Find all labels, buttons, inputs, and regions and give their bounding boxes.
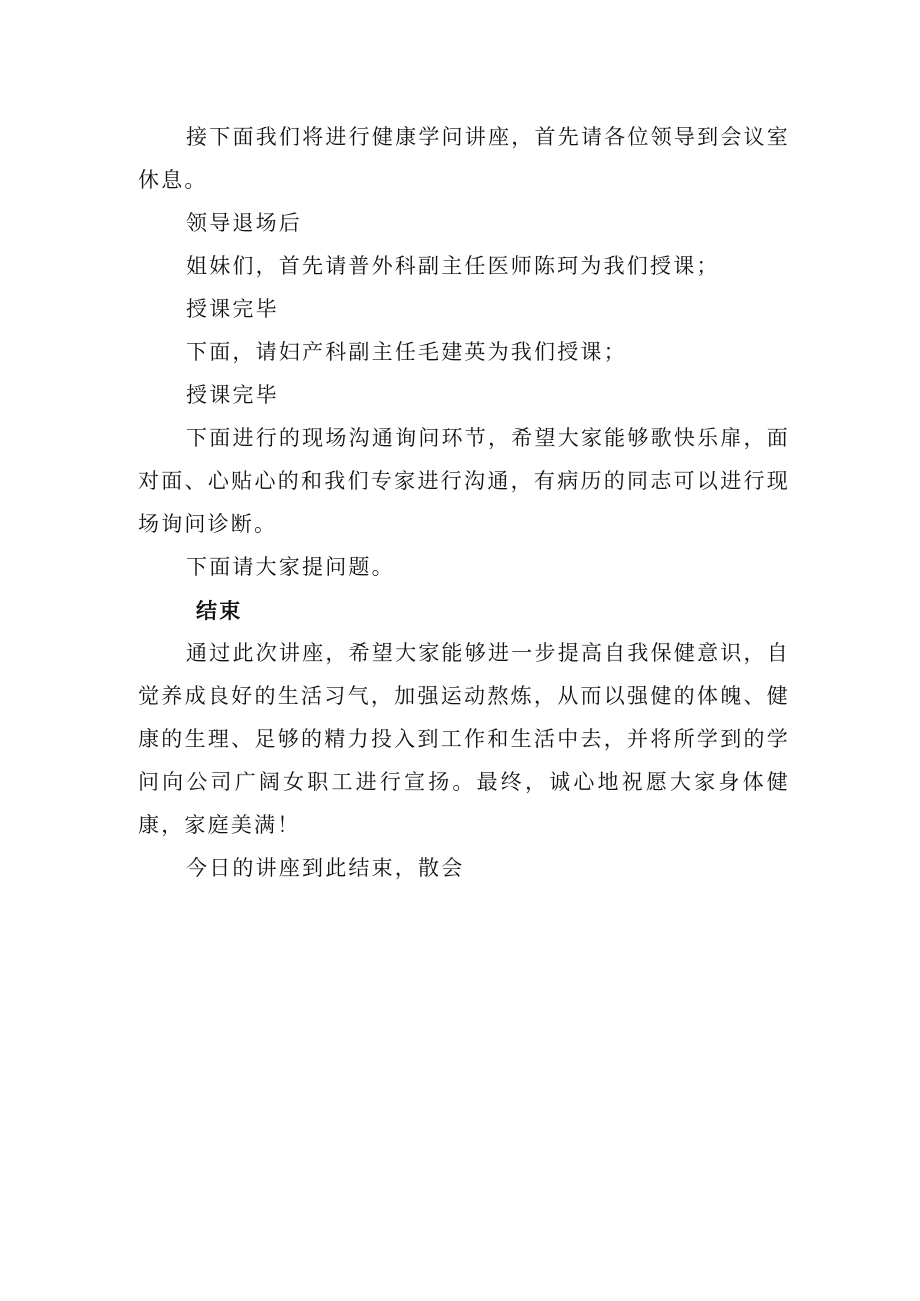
paragraph-consultation: 下面进行的现场沟通询问环节，希望大家能够歌快乐扉，面对面、心贴心的和我们专家进行沟通，有病历的同志可以进行现场询问诊断。 [138, 426, 790, 536]
paragraph-adjourn: 今日的讲座到此结束，散会 [186, 856, 465, 880]
paragraph-intro: 接下面我们将进行健康学问讲座，首先请各位领导到会议室休息。 [138, 125, 790, 192]
paragraph-lecture-end-2: 授课完毕 [186, 383, 279, 407]
paragraph-closing: 通过此次讲座，希望大家能够进一步提高自我保健意识，自觉养成良好的生活习气，加强运动熬炼，从而以强健的体魄、健康的生理、足够的精力投入到工作和生活中去，并将所学到的学问向公司广阔女职工进行宣扬。最终，诚心地祝愿大家身体健康，家庭美满！ [138, 641, 790, 837]
paragraph-leaders-exit: 领导退场后 [186, 211, 302, 235]
paragraph-second-lecturer: 下面，请妇产科副主任毛建英为我们授课； [186, 340, 627, 364]
paragraph-lecture-end-1: 授课完毕 [186, 297, 279, 321]
section-heading-end: 结束 [196, 598, 243, 623]
document-body [138, 116, 790, 890]
paragraph-questions: 下面请大家提问题。 [186, 555, 395, 579]
paragraph-first-lecturer: 姐妹们，首先请普外科副主任医师陈珂为我们授课； [186, 254, 720, 278]
